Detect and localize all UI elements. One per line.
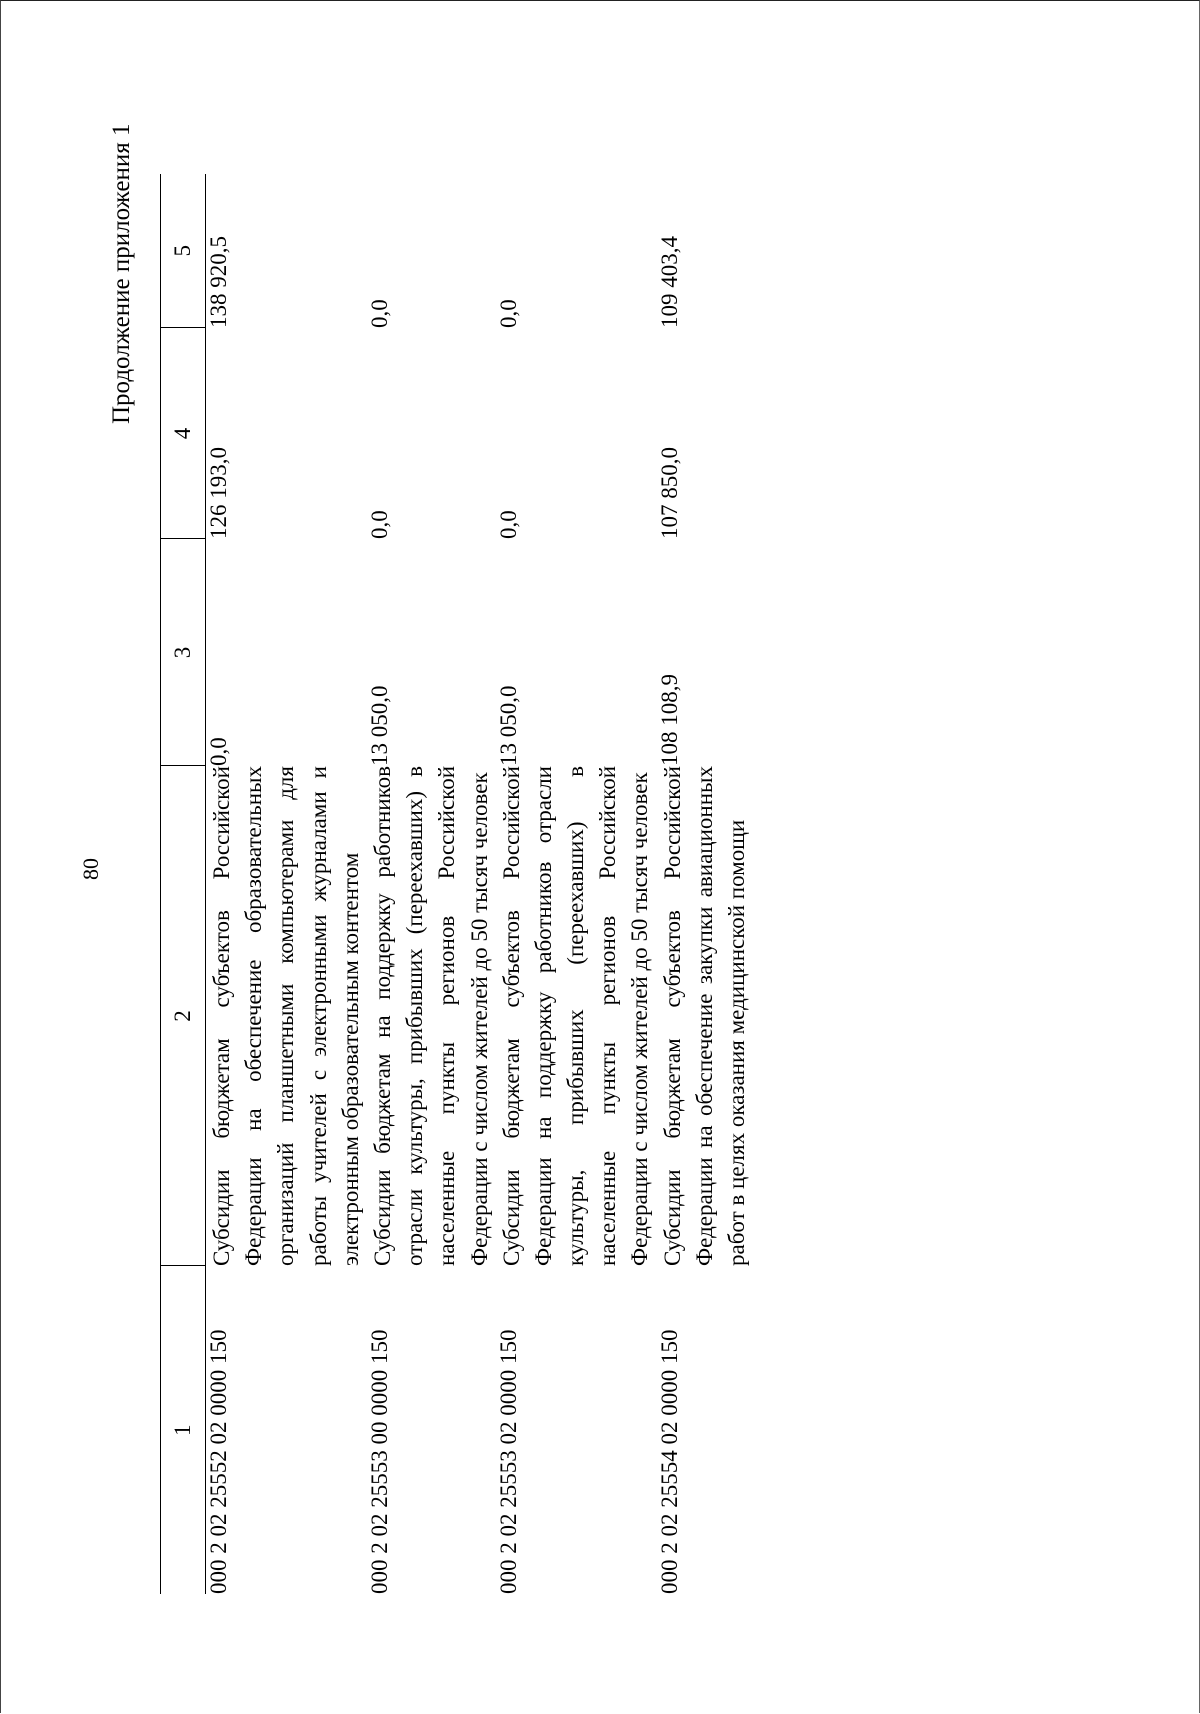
budget-code-cell: 000 2 02 25553 02 0000 150 <box>495 1329 521 1594</box>
table-row <box>496 174 657 1594</box>
header-row <box>161 174 206 1594</box>
amount-cell-col4: 126 193,0 <box>206 447 231 539</box>
continuation-caption: Продолжение приложения 1 <box>108 123 135 424</box>
description-cell: Субсидии бюджетам субъектов Российской Федерации на обеспечение закупки авиационных работ в целях оказания медицинской помощи <box>659 766 749 1266</box>
budget-code-cell: 000 2 02 25553 00 0000 150 <box>366 1329 392 1594</box>
column-header: 2 <box>161 766 206 1266</box>
amount-cell-col3: 13 050,0 <box>366 685 392 766</box>
amount-cell-col4: 0,0 <box>366 510 392 539</box>
budget-code-cell: 000 2 02 25552 02 0000 150 <box>206 1329 231 1594</box>
page-number: 80 <box>78 858 103 880</box>
table-row <box>657 174 754 1594</box>
amount-cell-col3: 108 108,9 <box>656 674 682 766</box>
amount-cell-col3: 13 050,0 <box>495 685 521 766</box>
description-cell: Субсидии бюджетам на поддержку работников отрасли культуры, прибывших (переехавших) в населенные пункты регионов Российской Федерации с числом жителей до 50 тысяч человек <box>369 766 492 1266</box>
amount-cell-col5: 109 403,4 <box>656 236 682 328</box>
amount-cell-col5: 138 920,5 <box>206 236 231 328</box>
table-row <box>367 174 496 1594</box>
description-cell: Субсидии бюджетам субъектов Российской Федерации на поддержку работников отрасли культуры, прибывших (переехавших) в населенные пункты регионов Российской Федерации с числом жителей до 50 тысяч человек <box>498 766 653 1266</box>
appendix-table <box>160 174 753 1594</box>
column-header: 5 <box>161 174 206 328</box>
amount-cell-col4: 0,0 <box>495 510 521 539</box>
column-header: 3 <box>161 539 206 766</box>
budget-code-cell: 000 2 02 25554 02 0000 150 <box>656 1329 682 1594</box>
table-row <box>206 174 367 1594</box>
amount-cell-col4: 107 850,0 <box>656 447 682 539</box>
amount-cell-col5: 0,0 <box>495 299 521 328</box>
column-header: 4 <box>161 328 206 539</box>
amount-cell-col3: 0,0 <box>206 737 231 766</box>
amount-cell-col5: 0,0 <box>366 299 392 328</box>
column-header: 1 <box>161 1266 206 1594</box>
description-cell: Субсидии бюджетам субъектов Российской Федерации на обеспечение образовательных организаций планшетными компьютерами для работы учителей с электронными журналами и электронным образовательным контентом <box>209 766 363 1266</box>
